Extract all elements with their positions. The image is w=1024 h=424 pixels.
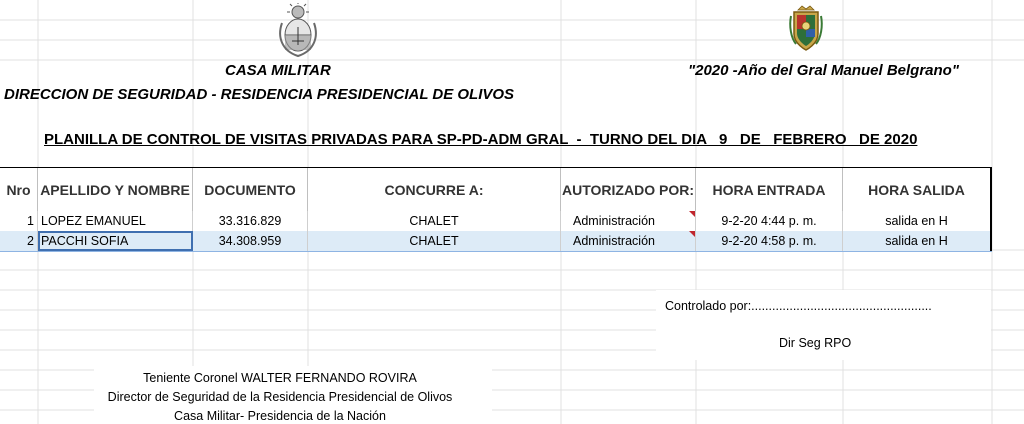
cell-nro[interactable]: 1 [0, 211, 38, 231]
olivos-coat-of-arms-icon [788, 4, 824, 52]
col-header-documento[interactable]: DOCUMENTO [193, 168, 308, 211]
cell-autorizado-text: Administración [573, 214, 655, 228]
comment-indicator-icon[interactable] [689, 231, 695, 237]
cell-documento[interactable]: 34.308.959 [193, 231, 308, 251]
argentina-coat-of-arms-icon [276, 3, 320, 59]
cell-salida[interactable]: salida en H [843, 231, 992, 251]
signature-institution: Casa Militar- Presidencia de la Nación [174, 409, 386, 423]
direccion-heading: DIRECCION DE SEGURIDAD - RESIDENCIA PRESIDENCIAL DE OLIVOS [4, 86, 515, 103]
cell-nombre[interactable]: LOPEZ EMANUEL [38, 211, 193, 231]
col-header-nombre[interactable]: APELLIDO Y NOMBRE [38, 168, 193, 211]
col-header-autorizado[interactable]: AUTORIZADO POR: [561, 168, 696, 211]
signature-name: Teniente Coronel WALTER FERNANDO ROVIRA [143, 371, 417, 385]
col-header-nro[interactable]: Nro [0, 168, 38, 211]
comment-indicator-icon[interactable] [689, 211, 695, 217]
table-row [0, 231, 992, 252]
controlado-por-line: Controlado por:.................................................... [665, 299, 932, 313]
table-row [0, 211, 992, 232]
col-header-salida[interactable]: HORA SALIDA [843, 168, 992, 211]
cell-nombre-selected[interactable]: PACCHI SOFIA [38, 231, 193, 251]
cell-nro[interactable]: 2 [0, 231, 38, 251]
signature-role: Director de Seguridad de la Residencia Presidencial de Olivos [107, 390, 453, 404]
cell-entrada[interactable]: 9-2-20 4:44 p. m. [696, 211, 843, 231]
cell-salida[interactable]: salida en H [843, 211, 992, 231]
cell-entrada[interactable]: 9-2-20 4:58 p. m. [696, 231, 843, 251]
col-header-entrada[interactable]: HORA ENTRADA [696, 168, 843, 211]
cell-autorizado[interactable] [561, 231, 696, 251]
org-name: CASA MILITAR [225, 62, 331, 79]
cell-autorizado[interactable] [561, 211, 696, 231]
cell-autorizado-text: Administración [573, 234, 655, 248]
year-motto: "2020 -Año del Gral Manuel Belgrano" [688, 62, 959, 79]
cell-documento[interactable]: 33.316.829 [193, 211, 308, 231]
cell-concurre[interactable]: CHALET [308, 231, 561, 251]
cell-concurre[interactable]: CHALET [308, 211, 561, 231]
table-header-row [0, 167, 992, 212]
dir-seg-label: Dir Seg RPO [779, 336, 852, 350]
page-title: PLANILLA DE CONTROL DE VISITAS PRIVADAS PARA SP-PD-ADM GRAL - TURNO DEL DIA 9 DE FEBRERO DE 2020 [44, 131, 918, 148]
col-header-concurre[interactable]: CONCURRE A: [308, 168, 561, 211]
